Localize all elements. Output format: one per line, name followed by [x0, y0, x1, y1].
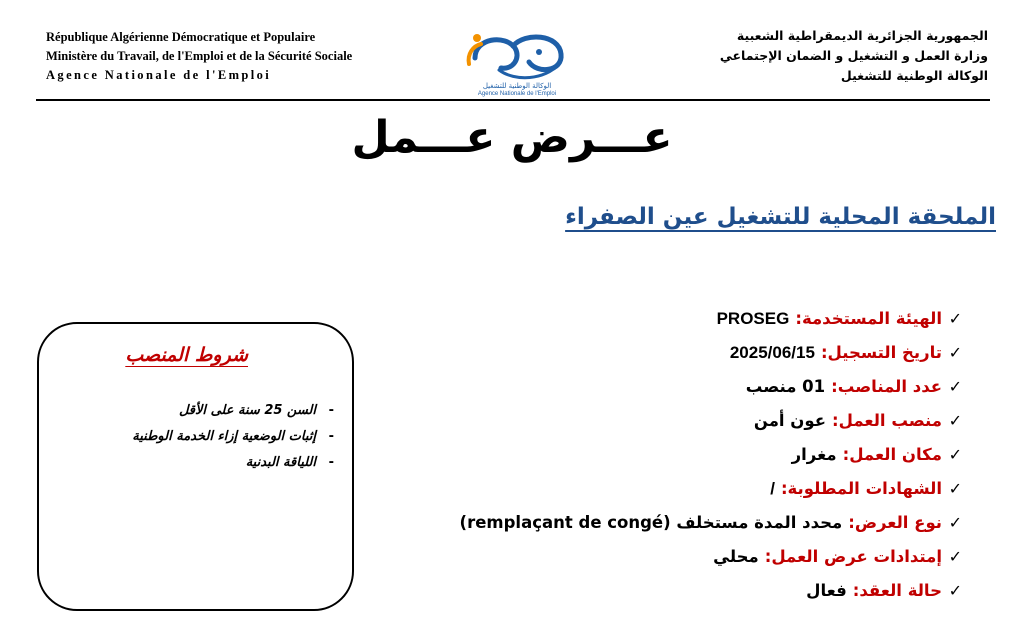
logo-caption-arabic: الوكالة الوطنية للتشغيل [482, 82, 552, 90]
detail-label: منصب العمل: [832, 411, 942, 430]
check-icon: ✓ [948, 343, 962, 362]
detail-value: محلي [713, 547, 759, 566]
detail-label: إمتدادات عرض العمل: [764, 547, 942, 566]
detail-label: الشهادات المطلوبة: [780, 479, 942, 498]
detail-label: الهيئة المستخدمة: [795, 309, 942, 328]
detail-value: 01 منصب [745, 377, 826, 396]
page-title: عـــرض عـــمل [351, 112, 673, 163]
detail-value: 2025/06/15 [729, 343, 815, 362]
check-icon: ✓ [948, 581, 962, 600]
detail-label: تاريخ التسجيل: [820, 343, 942, 362]
detail-offer-type [322, 506, 962, 540]
detail-contract-status [322, 574, 962, 608]
detail-required-diplomas [322, 472, 962, 506]
detail-value: PROSEG [716, 309, 790, 328]
header-divider [36, 99, 990, 101]
agency-subtitle: الملحقة المحلية للتشغيل عين الصفراء [565, 204, 996, 230]
header-french-line-1: République Algérienne Démocratique et Populaire [46, 30, 316, 44]
anem-logo-icon [455, 24, 579, 84]
detail-value: مغرار [791, 445, 837, 464]
conditions-title: شروط المنصب [125, 344, 248, 366]
check-icon: ✓ [948, 309, 962, 328]
detail-job-title [322, 404, 962, 438]
detail-value: / [770, 479, 775, 498]
anem-logo [455, 24, 579, 98]
check-icon: ✓ [948, 547, 962, 566]
header-arabic-line-2: وزارة العمل و التشغيل و الضمان الإجتماعي [719, 48, 988, 63]
condition-item [34, 398, 334, 424]
conditions-list [34, 398, 334, 476]
header-french-line-3: Agence Nationale de l'Emploi [46, 68, 272, 82]
condition-text: اللياقة البدنية [245, 455, 316, 470]
header-arabic-line-3: الوكالة الوطنية للتشغيل [840, 68, 988, 83]
detail-value: محدد المدة مستخلف (remplaçant de congé) [459, 513, 843, 532]
check-icon: ✓ [948, 411, 962, 430]
check-icon: ✓ [948, 513, 962, 532]
detail-label: مكان العمل: [842, 445, 942, 464]
dash-icon: - [328, 403, 334, 418]
detail-value: عون أمن [753, 411, 827, 430]
detail-offer-scope [322, 540, 962, 574]
detail-work-location [322, 438, 962, 472]
header-arabic [588, 26, 988, 86]
logo-caption-french: Agence Nationale de l'Emploi [477, 91, 557, 97]
condition-item [34, 424, 334, 450]
dash-icon: - [328, 455, 334, 470]
dash-icon: - [328, 429, 334, 444]
header-french [46, 28, 352, 85]
job-conditions-box [37, 322, 354, 611]
header-arabic-line-1: الجمهورية الجزائرية الديمقراطية الشعبية [736, 28, 988, 43]
condition-text: إثبات الوضعية إزاء الخدمة الوطنية [132, 429, 316, 444]
condition-text: السن 25 سنة على الأقل [178, 403, 316, 418]
check-icon: ✓ [948, 445, 962, 464]
detail-employer [322, 302, 962, 336]
header-french-line-2: Ministère du Travail, de l'Emploi et de la Sécurité Sociale [46, 49, 353, 63]
detail-registration-date [322, 336, 962, 370]
detail-positions-count [322, 370, 962, 404]
detail-label: نوع العرض: [848, 513, 942, 532]
detail-label: حالة العقد: [852, 581, 942, 600]
check-icon: ✓ [948, 479, 962, 498]
condition-item [34, 450, 334, 476]
detail-value: فعال [806, 581, 847, 600]
job-details-list [322, 302, 962, 608]
detail-label: عدد المناصب: [831, 377, 942, 396]
check-icon: ✓ [948, 377, 962, 396]
